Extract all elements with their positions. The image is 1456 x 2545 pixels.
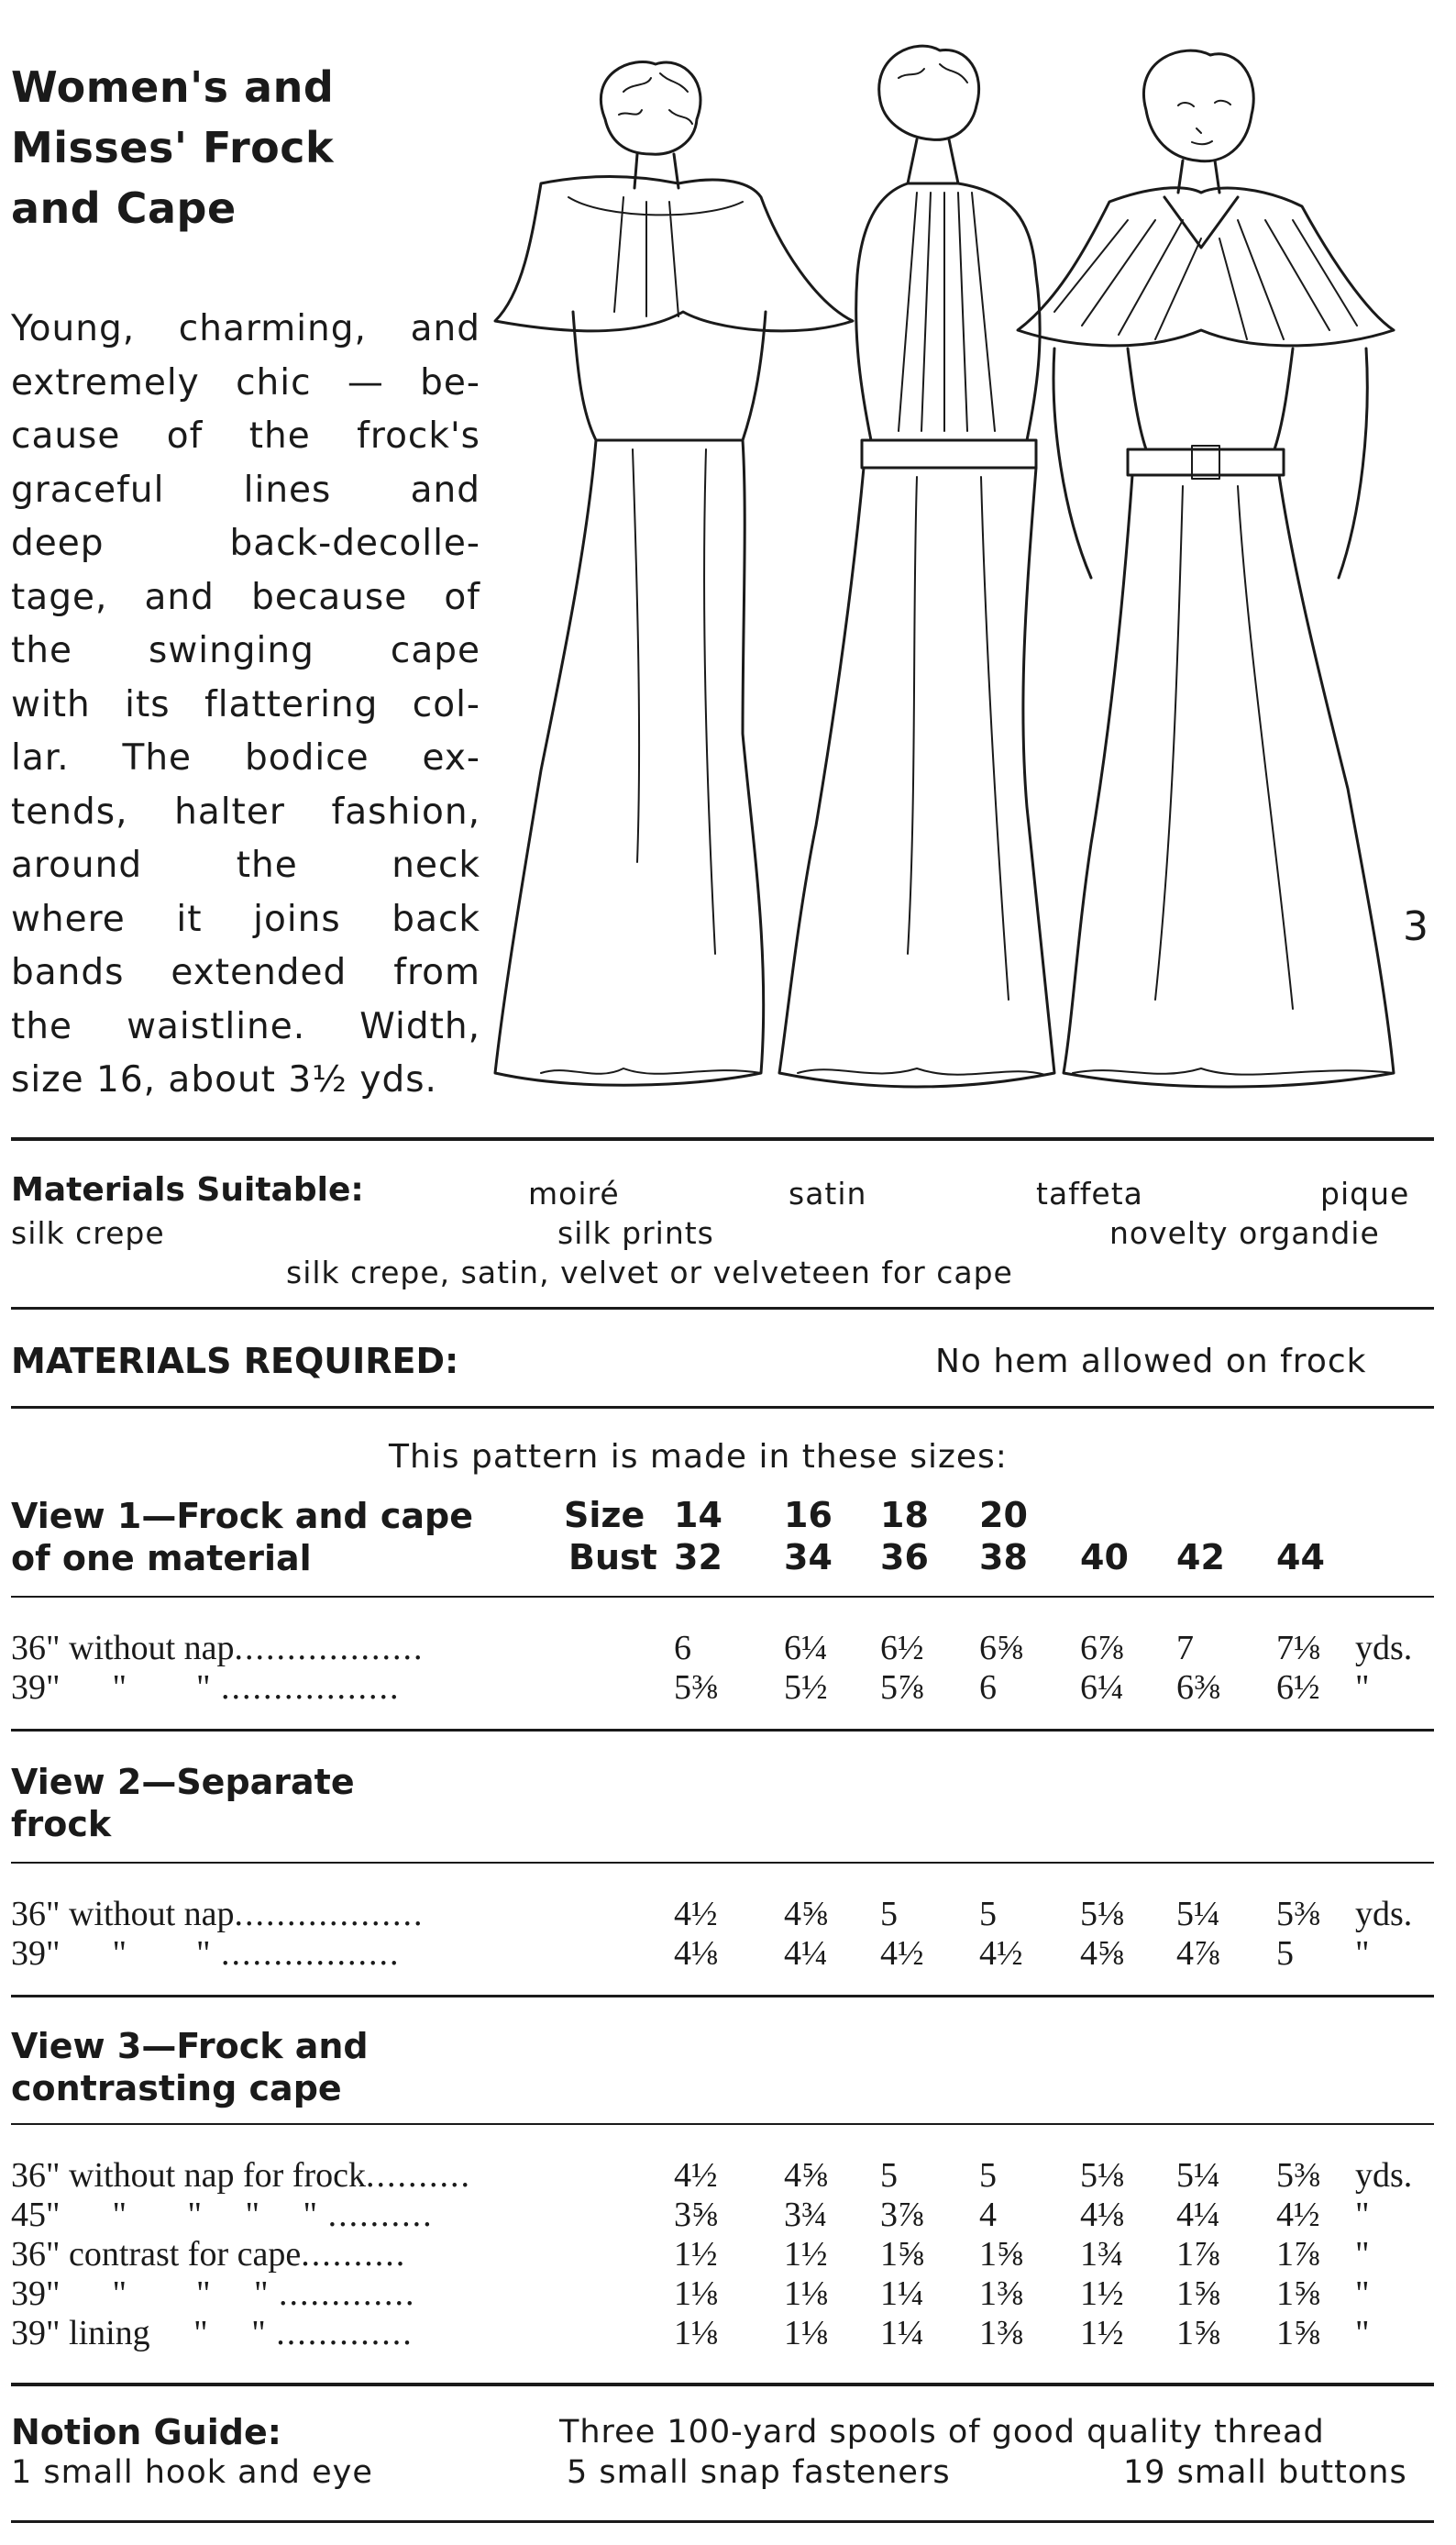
- unit-label: ": [1355, 1934, 1370, 1973]
- divider: [11, 1596, 1434, 1598]
- yardage-row-label: [11, 1628, 425, 1668]
- view-title-line: of one material: [11, 1538, 312, 1578]
- bust-value: 40: [1080, 1537, 1129, 1577]
- notion-item: 19 small buttons: [1123, 2454, 1407, 2491]
- row-label-text: 39" " ": [11, 1668, 211, 1707]
- yardage-row-label: [11, 2195, 434, 2235]
- description-line: size 16, about 3½ yds.: [11, 1059, 437, 1101]
- fashion-illustration: [486, 37, 1439, 1119]
- divider: [11, 1307, 1434, 1310]
- dot-leader: .............: [268, 2274, 416, 2313]
- row-label-text: 39" lining " ": [11, 2314, 266, 2352]
- yardage-row-label: [11, 1667, 401, 1708]
- view-title-line: View 2—Separate: [11, 1762, 355, 1802]
- view-1-title: [11, 1495, 473, 1579]
- unit-label: yds.: [1355, 1895, 1413, 1933]
- yardage-value: 6: [979, 1668, 997, 1707]
- description-line: cause of the frock's: [11, 415, 480, 457]
- bust-value: 42: [1176, 1537, 1225, 1577]
- description-line: graceful lines and: [11, 469, 480, 511]
- bust-value: 34: [784, 1537, 833, 1577]
- description-line: tage, and because of: [11, 576, 480, 618]
- yardage-value: 1⅝: [1176, 2314, 1220, 2352]
- yardage-value: 4½: [1276, 2196, 1320, 2234]
- yardage-value: 4⅛: [674, 1934, 718, 1973]
- yardage-value: 4½: [880, 1934, 924, 1973]
- yardage-value: 5⅛: [1080, 2156, 1124, 2195]
- yardage-row-label: [11, 2274, 416, 2314]
- yardage-row-label: [11, 2155, 471, 2196]
- yardage-value: 1⅞: [1176, 2235, 1220, 2274]
- unit-label: ": [1355, 2314, 1370, 2352]
- yardage-row-label: [11, 1933, 401, 1974]
- bust-value: 44: [1276, 1537, 1325, 1577]
- description-line: with its flattering col-: [11, 683, 480, 725]
- view-title-line: contrasting cape: [11, 2068, 342, 2108]
- divider: [11, 2123, 1434, 2125]
- dot-leader: ..................: [234, 1895, 425, 1933]
- row-label-text: 39" " " ": [11, 2274, 269, 2313]
- yardage-value: 5¼: [1176, 1895, 1220, 1933]
- dot-leader: ..........: [317, 2196, 434, 2234]
- figure-front-cape: [1018, 50, 1394, 1087]
- yardage-value: 4¼: [784, 1934, 828, 1973]
- dot-leader: .............: [265, 2314, 414, 2352]
- yardage-row-label: [11, 1894, 425, 1934]
- yardage-value: 1⅛: [674, 2314, 718, 2352]
- size-value: 20: [979, 1495, 1028, 1535]
- unit-label: yds.: [1355, 2156, 1413, 2195]
- notion-item: Three 100-yard spools of good quality thread: [559, 2414, 1325, 2451]
- yardage-value: 5: [880, 1895, 898, 1933]
- bust-value: 36: [880, 1537, 929, 1577]
- description: [11, 303, 480, 1108]
- yardage-value: 5⅞: [880, 1668, 924, 1707]
- yardage-value: 1¼: [880, 2314, 924, 2352]
- title-line: Misses' Frock: [11, 123, 335, 172]
- yardage-value: 4⅛: [1080, 2196, 1124, 2234]
- bust-label: Bust: [568, 1537, 657, 1577]
- dot-leader: ..................: [234, 1629, 425, 1667]
- material-item: moiré: [528, 1176, 620, 1212]
- yardage-value: 5: [880, 2156, 898, 2195]
- sizes-intro: This pattern is made in these sizes:: [389, 1438, 1008, 1476]
- yardage-value: 1⅛: [784, 2274, 828, 2313]
- unit-label: yds.: [1355, 1629, 1413, 1667]
- description-line: around the neck: [11, 845, 480, 886]
- yardage-value: 4½: [979, 1934, 1023, 1973]
- yardage-value: 5: [979, 1895, 997, 1933]
- yardage-value: 1⅝: [880, 2235, 924, 2274]
- unit-label: ": [1355, 2196, 1370, 2234]
- yardage-value: 4⅝: [784, 1895, 828, 1933]
- yardage-value: 1⅝: [979, 2235, 1023, 2274]
- bust-value: 38: [979, 1537, 1028, 1577]
- yardage-value: 5⅛: [1080, 1895, 1124, 1933]
- row-label-text: 36" without nap: [11, 1629, 235, 1667]
- yardage-value: 1⅞: [1276, 2235, 1320, 2274]
- yardage-value: 1⅜: [979, 2274, 1023, 2313]
- yardage-value: 4: [979, 2196, 997, 2234]
- yardage-value: 6¼: [1080, 1668, 1124, 1707]
- yardage-row-label: [11, 2313, 414, 2353]
- size-value: 16: [784, 1495, 833, 1535]
- description-line: bands extended from: [11, 952, 480, 993]
- divider: [11, 1862, 1434, 1864]
- yardage-row-label: [11, 2234, 406, 2274]
- view-title-line: View 3—Frock and: [11, 2026, 369, 2066]
- unit-label: ": [1355, 1668, 1370, 1707]
- divider: [11, 2520, 1434, 2523]
- notion-guide-label: Notion Guide:: [11, 2412, 281, 2452]
- yardage-value: 1½: [784, 2235, 828, 2274]
- yardage-value: 4½: [674, 1895, 718, 1933]
- description-line: where it joins back: [11, 898, 480, 940]
- divider: [11, 1995, 1434, 1997]
- yardage-value: 5½: [784, 1668, 828, 1707]
- row-label-text: 36" without nap: [11, 1895, 235, 1933]
- description-line: lar. The bodice ex-: [11, 737, 480, 779]
- yardage-value: 7: [1176, 1629, 1194, 1667]
- yardage-value: 6: [674, 1629, 691, 1667]
- row-label-text: 39" " ": [11, 1934, 211, 1973]
- yardage-value: 6¼: [784, 1629, 828, 1667]
- material-item: silk prints: [557, 1215, 714, 1251]
- row-label-text: 36" without nap for frock: [11, 2156, 366, 2195]
- material-item: silk crepe, satin, velvet or velveteen for cape: [286, 1255, 1013, 1290]
- page-title: [11, 57, 451, 238]
- yardage-value: 1½: [1080, 2314, 1124, 2352]
- yardage-value: 5⅜: [674, 1668, 718, 1707]
- yardage-value: 4⅝: [784, 2156, 828, 2195]
- dot-leader: ..........: [301, 2235, 407, 2274]
- yardage-value: 4¼: [1176, 2196, 1220, 2234]
- title-line: and Cape: [11, 183, 237, 233]
- notion-item: 1 small hook and eye: [11, 2454, 373, 2491]
- material-item: satin: [789, 1176, 867, 1212]
- yardage-value: 1¼: [880, 2274, 924, 2313]
- view-title-line: View 1—Frock and cape: [11, 1496, 473, 1536]
- yardage-value: 4⅝: [1080, 1934, 1124, 1973]
- yardage-value: 1⅛: [784, 2314, 828, 2352]
- row-label-text: 36" contrast for cape: [11, 2235, 302, 2274]
- yardage-value: 6⅞: [1080, 1629, 1124, 1667]
- unit-label: ": [1355, 2235, 1370, 2274]
- dot-leader: .................: [210, 1934, 401, 1973]
- yardage-value: 1⅜: [979, 2314, 1023, 2352]
- yardage-value: 3⅞: [880, 2196, 924, 2234]
- yardage-value: 1⅛: [674, 2274, 718, 2313]
- dot-leader: .................: [210, 1668, 401, 1707]
- materials-note: No hem allowed on frock: [935, 1343, 1367, 1380]
- size-label: Size: [564, 1495, 645, 1535]
- view-2-title: [11, 1761, 355, 1845]
- divider: [11, 1729, 1434, 1732]
- yardage-value: 1¾: [1080, 2235, 1124, 2274]
- yardage-value: 4⅞: [1176, 1934, 1220, 1973]
- material-item: pique: [1320, 1176, 1410, 1212]
- yardage-value: 7⅛: [1276, 1629, 1320, 1667]
- description-line: the waistline. Width,: [11, 1005, 480, 1047]
- size-value: 14: [674, 1495, 722, 1535]
- yardage-value: 6⅜: [1176, 1668, 1220, 1707]
- yardage-value: 6⅝: [979, 1629, 1023, 1667]
- material-item: silk crepe: [11, 1215, 165, 1251]
- yardage-value: 6½: [1276, 1668, 1320, 1707]
- row-label-text: 45" " " " ": [11, 2196, 318, 2234]
- yardage-value: 3⅝: [674, 2196, 718, 2234]
- yardage-value: 3¾: [784, 2196, 828, 2234]
- description-line: Young, charming, and: [11, 308, 480, 349]
- yardage-value: 6½: [880, 1629, 924, 1667]
- notion-item: 5 small snap fasteners: [567, 2454, 951, 2491]
- yardage-value: 5¼: [1176, 2156, 1220, 2195]
- figure-back-halter: [779, 46, 1054, 1087]
- material-item: taffeta: [1036, 1176, 1143, 1212]
- view-3-title: [11, 2025, 369, 2109]
- yardage-value: 5: [979, 2156, 997, 2195]
- title-line: Women's and: [11, 62, 335, 112]
- material-item: novelty organdie: [1109, 1215, 1380, 1251]
- yardage-value: 1½: [1080, 2274, 1124, 2313]
- yardage-value: 5⅜: [1276, 1895, 1320, 1933]
- yardage-value: 4½: [674, 2156, 718, 2195]
- yardage-value: 5: [1276, 1934, 1294, 1973]
- description-line: deep back-decolle-: [11, 523, 480, 564]
- yardage-value: 1⅝: [1176, 2274, 1220, 2313]
- size-value: 18: [880, 1495, 929, 1535]
- divider: [11, 1406, 1434, 1409]
- bust-value: 32: [674, 1537, 722, 1577]
- description-line: tends, halter fashion,: [11, 791, 480, 833]
- description-line: the swinging cape: [11, 630, 480, 671]
- materials-suitable-label: Materials Suitable:: [11, 1171, 364, 1209]
- materials-required-label: MATERIALS REQUIRED:: [11, 1341, 459, 1381]
- yardage-value: 1⅝: [1276, 2314, 1320, 2352]
- view-title-line: frock: [11, 1804, 112, 1844]
- unit-label: ": [1355, 2274, 1370, 2313]
- description-line: extremely chic — be-: [11, 361, 480, 404]
- yardage-value: 1½: [674, 2235, 718, 2274]
- divider: [11, 1137, 1434, 1141]
- yardage-value: 5⅜: [1276, 2156, 1320, 2195]
- dot-leader: ..........: [365, 2156, 471, 2195]
- view-number-label: 3: [1403, 903, 1428, 950]
- divider: [11, 2383, 1434, 2386]
- yardage-value: 1⅝: [1276, 2274, 1320, 2313]
